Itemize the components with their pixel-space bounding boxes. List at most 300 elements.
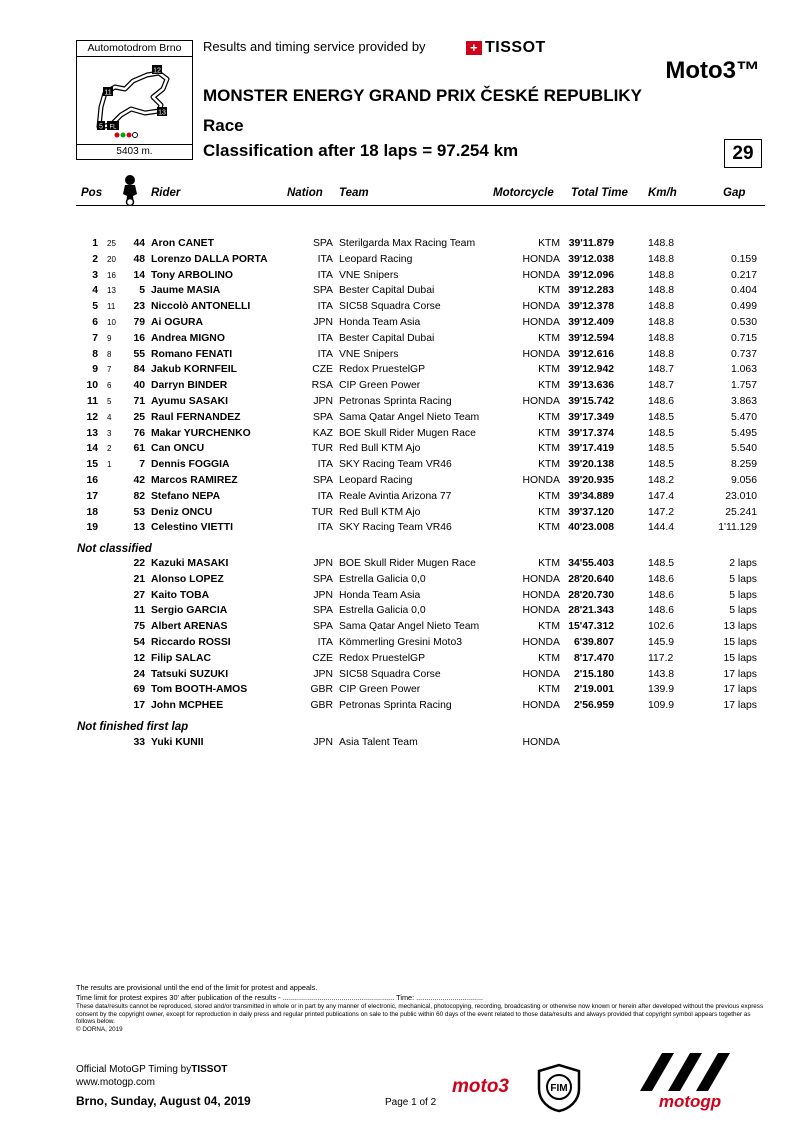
motorcycle: KTM bbox=[538, 506, 560, 518]
speed-kmh: 148.5 bbox=[648, 411, 675, 423]
col-header-kmh: Km/h bbox=[648, 187, 677, 199]
circuit-name: Automotodrom Brno bbox=[77, 41, 192, 57]
speed-kmh: 145.9 bbox=[648, 637, 675, 648]
position: 8 bbox=[92, 348, 98, 360]
rider-name: Tony ARBOLINO bbox=[151, 269, 233, 281]
grid-position: 6 bbox=[107, 381, 112, 391]
table-row bbox=[0, 459, 800, 475]
team-name: SIC58 Squadra Corse bbox=[339, 301, 441, 313]
motorcycle: HONDA bbox=[522, 475, 560, 486]
gap: 0.159 bbox=[730, 253, 757, 265]
motogp-logo-icon bbox=[632, 1047, 742, 1113]
rider-number: 21 bbox=[133, 573, 145, 585]
rider-name: Raul FERNANDEZ bbox=[151, 411, 241, 423]
team-name: VNE Snipers bbox=[339, 348, 399, 360]
nation: KAZ bbox=[312, 427, 333, 439]
total-time: 39'12.594 bbox=[568, 332, 614, 344]
copyright-text: These data/results cannot be reproduced, stored and/or transmitted in whole or in part by any manner of electronic, mechanical, photocopying, recording, broadcasting or otherwise now known or herein after developed without the previous express consent by the copyright owner, except for reproduction in daily press and regular printed publications on sale to the public within 60 days of the event related to those data/results and always provided that copyright symbol appears together as follows below. bbox=[76, 1003, 764, 1026]
col-header-rider: Rider bbox=[151, 187, 181, 199]
grid-position: 7 bbox=[107, 365, 112, 375]
table-row bbox=[0, 507, 800, 523]
rider-name: Makar YURCHENKO bbox=[151, 427, 251, 439]
rider-name: Romano FENATI bbox=[151, 348, 233, 360]
rider-name: Stefano NEPA bbox=[151, 490, 221, 502]
rider-number: 12 bbox=[133, 652, 145, 664]
position: 15 bbox=[86, 459, 98, 471]
speed-kmh: 148.2 bbox=[648, 475, 675, 486]
team-name: CIP Green Power bbox=[339, 684, 421, 696]
total-time: 39'12.283 bbox=[568, 285, 614, 297]
gap: 1.757 bbox=[730, 380, 757, 392]
gap: 1'11.129 bbox=[718, 522, 757, 534]
nation: SPA bbox=[312, 238, 333, 249]
speed-kmh: 148.8 bbox=[648, 348, 675, 360]
motorcycle: HONDA bbox=[522, 317, 560, 328]
motorcycle: HONDA bbox=[522, 589, 560, 601]
motorcycle: KTM bbox=[538, 380, 560, 392]
copyright: © DORNA, 2019 bbox=[76, 1025, 123, 1033]
rider-number: 27 bbox=[133, 589, 145, 601]
rider-number: 84 bbox=[133, 364, 145, 376]
rider-number: 55 bbox=[133, 348, 145, 360]
nation: ITA bbox=[317, 332, 333, 344]
total-time: 39'13.636 bbox=[568, 380, 614, 392]
speed-kmh: 148.8 bbox=[648, 332, 675, 344]
map-marker-11: 11 bbox=[104, 89, 112, 97]
motorcycle: KTM bbox=[538, 427, 560, 439]
table-row bbox=[0, 475, 800, 491]
moto3-logo: moto3 bbox=[452, 1076, 509, 1097]
motorcycle: KTM bbox=[538, 332, 560, 344]
rider-name: Deniz ONCU bbox=[151, 506, 213, 518]
speed-kmh: 148.5 bbox=[648, 459, 675, 471]
motorcycle: HONDA bbox=[522, 253, 560, 265]
rider-name: Darryn BINDER bbox=[151, 380, 228, 392]
speed-kmh: 102.6 bbox=[648, 621, 675, 633]
table-row bbox=[0, 380, 800, 396]
rider-name: Ai OGURA bbox=[151, 317, 203, 328]
gap: 13 laps bbox=[723, 621, 757, 633]
team-name: Bester Capital Dubai bbox=[339, 285, 435, 297]
speed-kmh: 148.5 bbox=[648, 443, 675, 455]
website-link[interactable]: www.motogp.com bbox=[76, 1077, 155, 1088]
table-row bbox=[0, 254, 800, 270]
team-name: Estrella Galicia 0,0 bbox=[339, 573, 426, 585]
nation: ITA bbox=[317, 637, 333, 648]
position: 18 bbox=[86, 506, 98, 518]
speed-kmh: 148.7 bbox=[648, 380, 675, 392]
speed-kmh: 117.2 bbox=[648, 652, 674, 664]
motorcycle-rider-icon bbox=[117, 174, 143, 206]
motorcycle: HONDA bbox=[522, 737, 560, 748]
rider-name: Jaume MASIA bbox=[151, 285, 221, 297]
rider-number: 23 bbox=[133, 301, 145, 313]
speed-kmh: 148.7 bbox=[648, 364, 675, 376]
footer-notes bbox=[76, 983, 766, 1033]
speed-kmh: 148.8 bbox=[648, 238, 675, 249]
grid-position: 16 bbox=[107, 270, 116, 280]
speed-kmh: 147.2 bbox=[648, 506, 675, 518]
col-header-pos: Pos bbox=[81, 187, 103, 199]
rider-number: 53 bbox=[133, 506, 145, 518]
nation: ITA bbox=[317, 269, 333, 281]
motorcycle: KTM bbox=[538, 285, 560, 297]
rider-name: Dennis FOGGIA bbox=[151, 459, 230, 471]
table-row bbox=[0, 605, 800, 621]
table-row bbox=[0, 412, 800, 428]
rider-number: 17 bbox=[133, 700, 145, 712]
team-name: Asia Talent Team bbox=[339, 737, 418, 748]
rider-name: Celestino VIETTI bbox=[151, 522, 233, 534]
rider-name: John MCPHEE bbox=[151, 700, 224, 712]
rider-number: 44 bbox=[133, 238, 145, 249]
total-time: 39'17.349 bbox=[568, 411, 614, 423]
team-name: SKY Racing Team VR46 bbox=[339, 522, 452, 534]
rider-name: Can ONCU bbox=[151, 443, 205, 455]
total-time: 39'17.374 bbox=[568, 427, 614, 439]
table-row bbox=[0, 590, 800, 606]
rider-name: Tatsuki SUZUKI bbox=[151, 668, 229, 680]
speed-kmh: 148.6 bbox=[648, 573, 675, 585]
table-row bbox=[0, 349, 800, 365]
total-time: 39'12.942 bbox=[568, 364, 614, 376]
table-row bbox=[0, 317, 800, 333]
total-time: 39'12.409 bbox=[568, 317, 614, 328]
team-name: Red Bull KTM Ajo bbox=[339, 506, 421, 518]
team-name: Sama Qatar Angel Nieto Team bbox=[339, 411, 480, 423]
total-time: 2'15.180 bbox=[573, 668, 614, 680]
speed-kmh: 148.5 bbox=[648, 427, 675, 439]
grid-position: 25 bbox=[107, 239, 116, 248]
official-timing bbox=[76, 1064, 227, 1075]
event-title: MONSTER ENERGY GRAND PRIX ČESKÉ REPUBLIKY bbox=[203, 86, 642, 105]
nation: JPN bbox=[313, 558, 333, 569]
gap: 17 laps bbox=[723, 700, 757, 712]
team-name: BOE Skull Rider Mugen Race bbox=[339, 427, 476, 439]
rider-name: Riccardo ROSSI bbox=[151, 637, 231, 648]
nation: SPA bbox=[312, 621, 333, 633]
motorcycle: KTM bbox=[538, 522, 560, 534]
table-row bbox=[0, 238, 800, 254]
speed-kmh: 148.5 bbox=[648, 558, 675, 569]
position: 2 bbox=[92, 253, 98, 265]
grid-position: 20 bbox=[107, 254, 116, 264]
nation: TUR bbox=[311, 443, 333, 455]
gap: 0.217 bbox=[730, 269, 757, 281]
total-time: 39'12.038 bbox=[568, 253, 614, 265]
team-name: Sama Qatar Angel Nieto Team bbox=[339, 621, 480, 633]
nation: CZE bbox=[312, 364, 333, 376]
motorcycle: HONDA bbox=[522, 700, 560, 712]
total-time: 34'55.403 bbox=[568, 558, 614, 569]
team-name: Petronas Sprinta Racing bbox=[339, 396, 452, 407]
table-row bbox=[0, 669, 800, 685]
motorcycle: KTM bbox=[538, 459, 560, 471]
team-name: BOE Skull Rider Mugen Race bbox=[339, 558, 476, 569]
speed-kmh: 148.6 bbox=[648, 605, 675, 617]
map-marker-fl: FL bbox=[109, 124, 117, 131]
motorcycle: KTM bbox=[538, 364, 560, 376]
session-title: Race bbox=[203, 116, 244, 135]
total-time: 39'12.616 bbox=[568, 348, 614, 360]
gap: 5 laps bbox=[729, 573, 757, 585]
nation: CZE bbox=[312, 652, 333, 664]
position: 3 bbox=[92, 269, 98, 281]
motorcycle: KTM bbox=[538, 558, 560, 569]
rider-name: Albert ARENAS bbox=[151, 621, 228, 633]
rider-number: 76 bbox=[133, 427, 145, 439]
rider-name: Lorenzo DALLA PORTA bbox=[151, 253, 268, 265]
total-time: 40'23.008 bbox=[568, 522, 614, 534]
nation: ITA bbox=[317, 490, 333, 502]
speed-kmh: 148.8 bbox=[648, 317, 675, 328]
rider-name: Kaito TOBA bbox=[151, 589, 210, 601]
rider-name: Filip SALAC bbox=[151, 652, 212, 664]
header-divider bbox=[76, 205, 765, 206]
nation: JPN bbox=[313, 668, 333, 680]
position: 13 bbox=[86, 427, 98, 439]
grid-position: 2 bbox=[107, 444, 112, 454]
motorcycle: HONDA bbox=[522, 348, 560, 360]
total-time: 39'34.889 bbox=[568, 490, 614, 502]
total-time: 28'20.640 bbox=[568, 573, 614, 585]
motorcycle: HONDA bbox=[522, 269, 560, 281]
motorcycle: KTM bbox=[538, 443, 560, 455]
nation: SPA bbox=[312, 605, 333, 617]
gap: 17 laps bbox=[723, 684, 757, 696]
rider-name: Andrea MIGNO bbox=[151, 332, 225, 344]
rider-number: 71 bbox=[133, 396, 145, 407]
nation: JPN bbox=[313, 396, 333, 407]
circuit-length: 5403 m. bbox=[77, 144, 192, 159]
tissot-logo bbox=[466, 39, 546, 57]
table-row bbox=[0, 558, 800, 574]
rider-name: Yuki KUNII bbox=[151, 737, 204, 748]
nation: JPN bbox=[313, 589, 333, 601]
rider-name: Tom BOOTH-AMOS bbox=[151, 684, 248, 696]
total-time: 8'17.470 bbox=[573, 652, 614, 664]
circuit-box bbox=[76, 40, 193, 160]
map-marker-12: 12 bbox=[153, 67, 161, 75]
speed-kmh: 148.8 bbox=[648, 253, 675, 265]
motorcycle: KTM bbox=[538, 490, 560, 502]
rider-number: 33 bbox=[133, 737, 145, 748]
grid-position: 1 bbox=[107, 460, 112, 470]
table-row bbox=[0, 491, 800, 507]
page-number: Page 1 of 2 bbox=[385, 1097, 437, 1108]
fim-logo-text: FIM bbox=[550, 1083, 568, 1094]
table-row bbox=[0, 285, 800, 301]
table-row bbox=[0, 428, 800, 444]
protest-limit-note: Time limit for protest expires 30' after publication of the results - ....................................................... Time: ................................. bbox=[76, 993, 484, 1002]
motorcycle: HONDA bbox=[522, 637, 560, 648]
team-name: Sterilgarda Max Racing Team bbox=[339, 238, 476, 249]
rider-number: 14 bbox=[133, 269, 145, 281]
total-time: 39'15.742 bbox=[568, 396, 614, 407]
grid-position: 5 bbox=[107, 397, 112, 406]
position: 6 bbox=[92, 317, 98, 328]
total-time: 39'20.935 bbox=[568, 475, 614, 486]
motorcycle: KTM bbox=[538, 652, 560, 664]
nation: GBR bbox=[310, 684, 333, 696]
team-name: SKY Racing Team VR46 bbox=[339, 459, 452, 471]
team-name: VNE Snipers bbox=[339, 269, 399, 281]
rider-number: 16 bbox=[133, 332, 145, 344]
total-time: 28'21.343 bbox=[568, 605, 614, 617]
gap: 0.499 bbox=[730, 301, 757, 313]
rider-number: 5 bbox=[139, 285, 145, 297]
speed-kmh: 143.8 bbox=[648, 668, 675, 680]
motorcycle: KTM bbox=[538, 684, 560, 696]
fim-logo-icon bbox=[535, 1063, 583, 1113]
rider-number: 79 bbox=[133, 317, 145, 328]
total-time: 6'39.807 bbox=[573, 637, 614, 648]
position: 5 bbox=[92, 301, 98, 313]
motorcycle: HONDA bbox=[522, 668, 560, 680]
gap: 5.470 bbox=[730, 411, 757, 423]
gap: 0.404 bbox=[730, 285, 757, 297]
team-name: Red Bull KTM Ajo bbox=[339, 443, 421, 455]
team-name: Leopard Racing bbox=[339, 253, 413, 265]
table-row bbox=[0, 637, 800, 653]
rider-number: 48 bbox=[133, 253, 145, 265]
team-name: Leopard Racing bbox=[339, 475, 413, 486]
nation: GBR bbox=[310, 700, 333, 712]
speed-kmh: 148.8 bbox=[648, 285, 675, 297]
gap: 15 laps bbox=[723, 652, 757, 664]
gap: 0.530 bbox=[730, 317, 757, 328]
nation: ITA bbox=[317, 301, 333, 313]
grid-position: 3 bbox=[107, 428, 112, 438]
team-name: Honda Team Asia bbox=[339, 589, 421, 601]
nation: SPA bbox=[312, 411, 333, 423]
total-time: 39'20.138 bbox=[568, 459, 614, 471]
position: 1 bbox=[92, 238, 98, 249]
col-header-total-time: Total Time bbox=[571, 187, 628, 199]
total-time: 2'56.959 bbox=[573, 700, 614, 712]
gap: 8.259 bbox=[730, 459, 757, 471]
rider-name: Aron CANET bbox=[151, 238, 214, 249]
table-row bbox=[0, 522, 800, 538]
gap: 23.010 bbox=[725, 490, 757, 502]
team-name: Honda Team Asia bbox=[339, 317, 421, 328]
total-time: 39'12.378 bbox=[568, 301, 614, 313]
gap: 3.863 bbox=[730, 396, 757, 407]
tissot-logo-text: TISSOT bbox=[485, 39, 546, 56]
col-header-nation: Nation bbox=[287, 187, 323, 199]
position: 11 bbox=[87, 396, 98, 407]
circuit-map-icon bbox=[81, 59, 189, 145]
position: 9 bbox=[92, 364, 98, 376]
rider-name: Marcos RAMIREZ bbox=[151, 475, 238, 486]
team-name: Bester Capital Dubai bbox=[339, 332, 435, 344]
gap: 5 laps bbox=[729, 589, 757, 601]
provisional-note: The results are provisional until the end of the limit for protest and appeals. bbox=[76, 983, 318, 992]
team-name: Kömmerling Gresini Moto3 bbox=[339, 637, 462, 648]
page-badge: 29 bbox=[724, 139, 762, 168]
table-row bbox=[0, 364, 800, 380]
table-row bbox=[0, 574, 800, 590]
rider-name: Sergio GARCIA bbox=[151, 605, 228, 617]
team-name: Petronas Sprinta Racing bbox=[339, 700, 452, 712]
motorcycle: KTM bbox=[538, 238, 560, 249]
total-time: 15'47.312 bbox=[568, 621, 614, 633]
nation: ITA bbox=[317, 522, 333, 534]
nation: TUR bbox=[311, 506, 333, 518]
not-finished-label: Not finished first lap bbox=[77, 721, 189, 733]
gap: 15 laps bbox=[723, 637, 757, 648]
speed-kmh: 148.6 bbox=[648, 396, 675, 407]
gap: 9.056 bbox=[730, 475, 757, 486]
table-row bbox=[0, 270, 800, 286]
nation: RSA bbox=[311, 380, 333, 392]
official-timing-brand: TISSOT bbox=[191, 1064, 228, 1075]
motogp-logo-text: motogp bbox=[658, 1092, 722, 1111]
rider-number: 24 bbox=[133, 668, 145, 680]
map-marker-5: 5 bbox=[99, 123, 103, 131]
classification-title: Classification after 18 laps = 97.254 km bbox=[203, 141, 519, 160]
table-row bbox=[0, 396, 800, 412]
rider-number: 13 bbox=[133, 522, 145, 534]
table-row bbox=[0, 301, 800, 317]
gap: 0.737 bbox=[730, 348, 757, 360]
position: 17 bbox=[86, 490, 98, 502]
motorcycle: HONDA bbox=[522, 573, 560, 585]
rider-number: 75 bbox=[133, 621, 145, 633]
position: 7 bbox=[92, 332, 98, 344]
table-row bbox=[0, 700, 800, 716]
nation: SPA bbox=[312, 475, 333, 486]
total-time: 39'17.419 bbox=[568, 443, 614, 455]
position: 19 bbox=[86, 522, 98, 534]
nation: SPA bbox=[312, 285, 333, 297]
speed-kmh: 148.6 bbox=[648, 589, 675, 601]
gap: 25.241 bbox=[725, 506, 757, 518]
rider-name: Niccolò ANTONELLI bbox=[151, 301, 251, 313]
team-name: Redox PruestelGP bbox=[339, 652, 426, 664]
table-row bbox=[0, 333, 800, 349]
rider-number: 61 bbox=[133, 443, 145, 455]
rider-name: Jakub KORNFEIL bbox=[151, 364, 238, 376]
team-name: Reale Avintia Arizona 77 bbox=[339, 490, 452, 502]
col-header-motorcycle: Motorcycle bbox=[493, 187, 554, 199]
rider-number: 40 bbox=[133, 380, 145, 392]
not-classified-label: Not classified bbox=[77, 543, 152, 555]
total-time: 39'37.120 bbox=[568, 506, 614, 518]
team-name: Estrella Galicia 0,0 bbox=[339, 605, 426, 617]
motorcycle: KTM bbox=[538, 411, 560, 423]
col-header-team: Team bbox=[339, 187, 369, 199]
grid-position: 8 bbox=[107, 349, 112, 359]
gap: 1.063 bbox=[730, 364, 757, 376]
speed-kmh: 148.8 bbox=[648, 269, 675, 281]
speed-kmh: 147.4 bbox=[648, 490, 675, 502]
position: 12 bbox=[86, 411, 98, 423]
gap: 5.540 bbox=[730, 443, 757, 455]
table-row bbox=[0, 737, 800, 753]
grid-position: 4 bbox=[107, 412, 112, 422]
gap: 5.495 bbox=[730, 427, 757, 439]
date-line: Brno, Sunday, August 04, 2019 bbox=[76, 1094, 251, 1108]
gap: 17 laps bbox=[723, 668, 757, 680]
nation: ITA bbox=[317, 253, 333, 265]
speed-kmh: 109.9 bbox=[648, 700, 675, 712]
rider-name: Kazuki MASAKI bbox=[151, 558, 229, 569]
col-header-gap: Gap bbox=[723, 187, 746, 199]
table-row bbox=[0, 684, 800, 700]
official-timing-text: Official MotoGP Timing by bbox=[76, 1064, 192, 1075]
nation: JPN bbox=[313, 317, 333, 328]
